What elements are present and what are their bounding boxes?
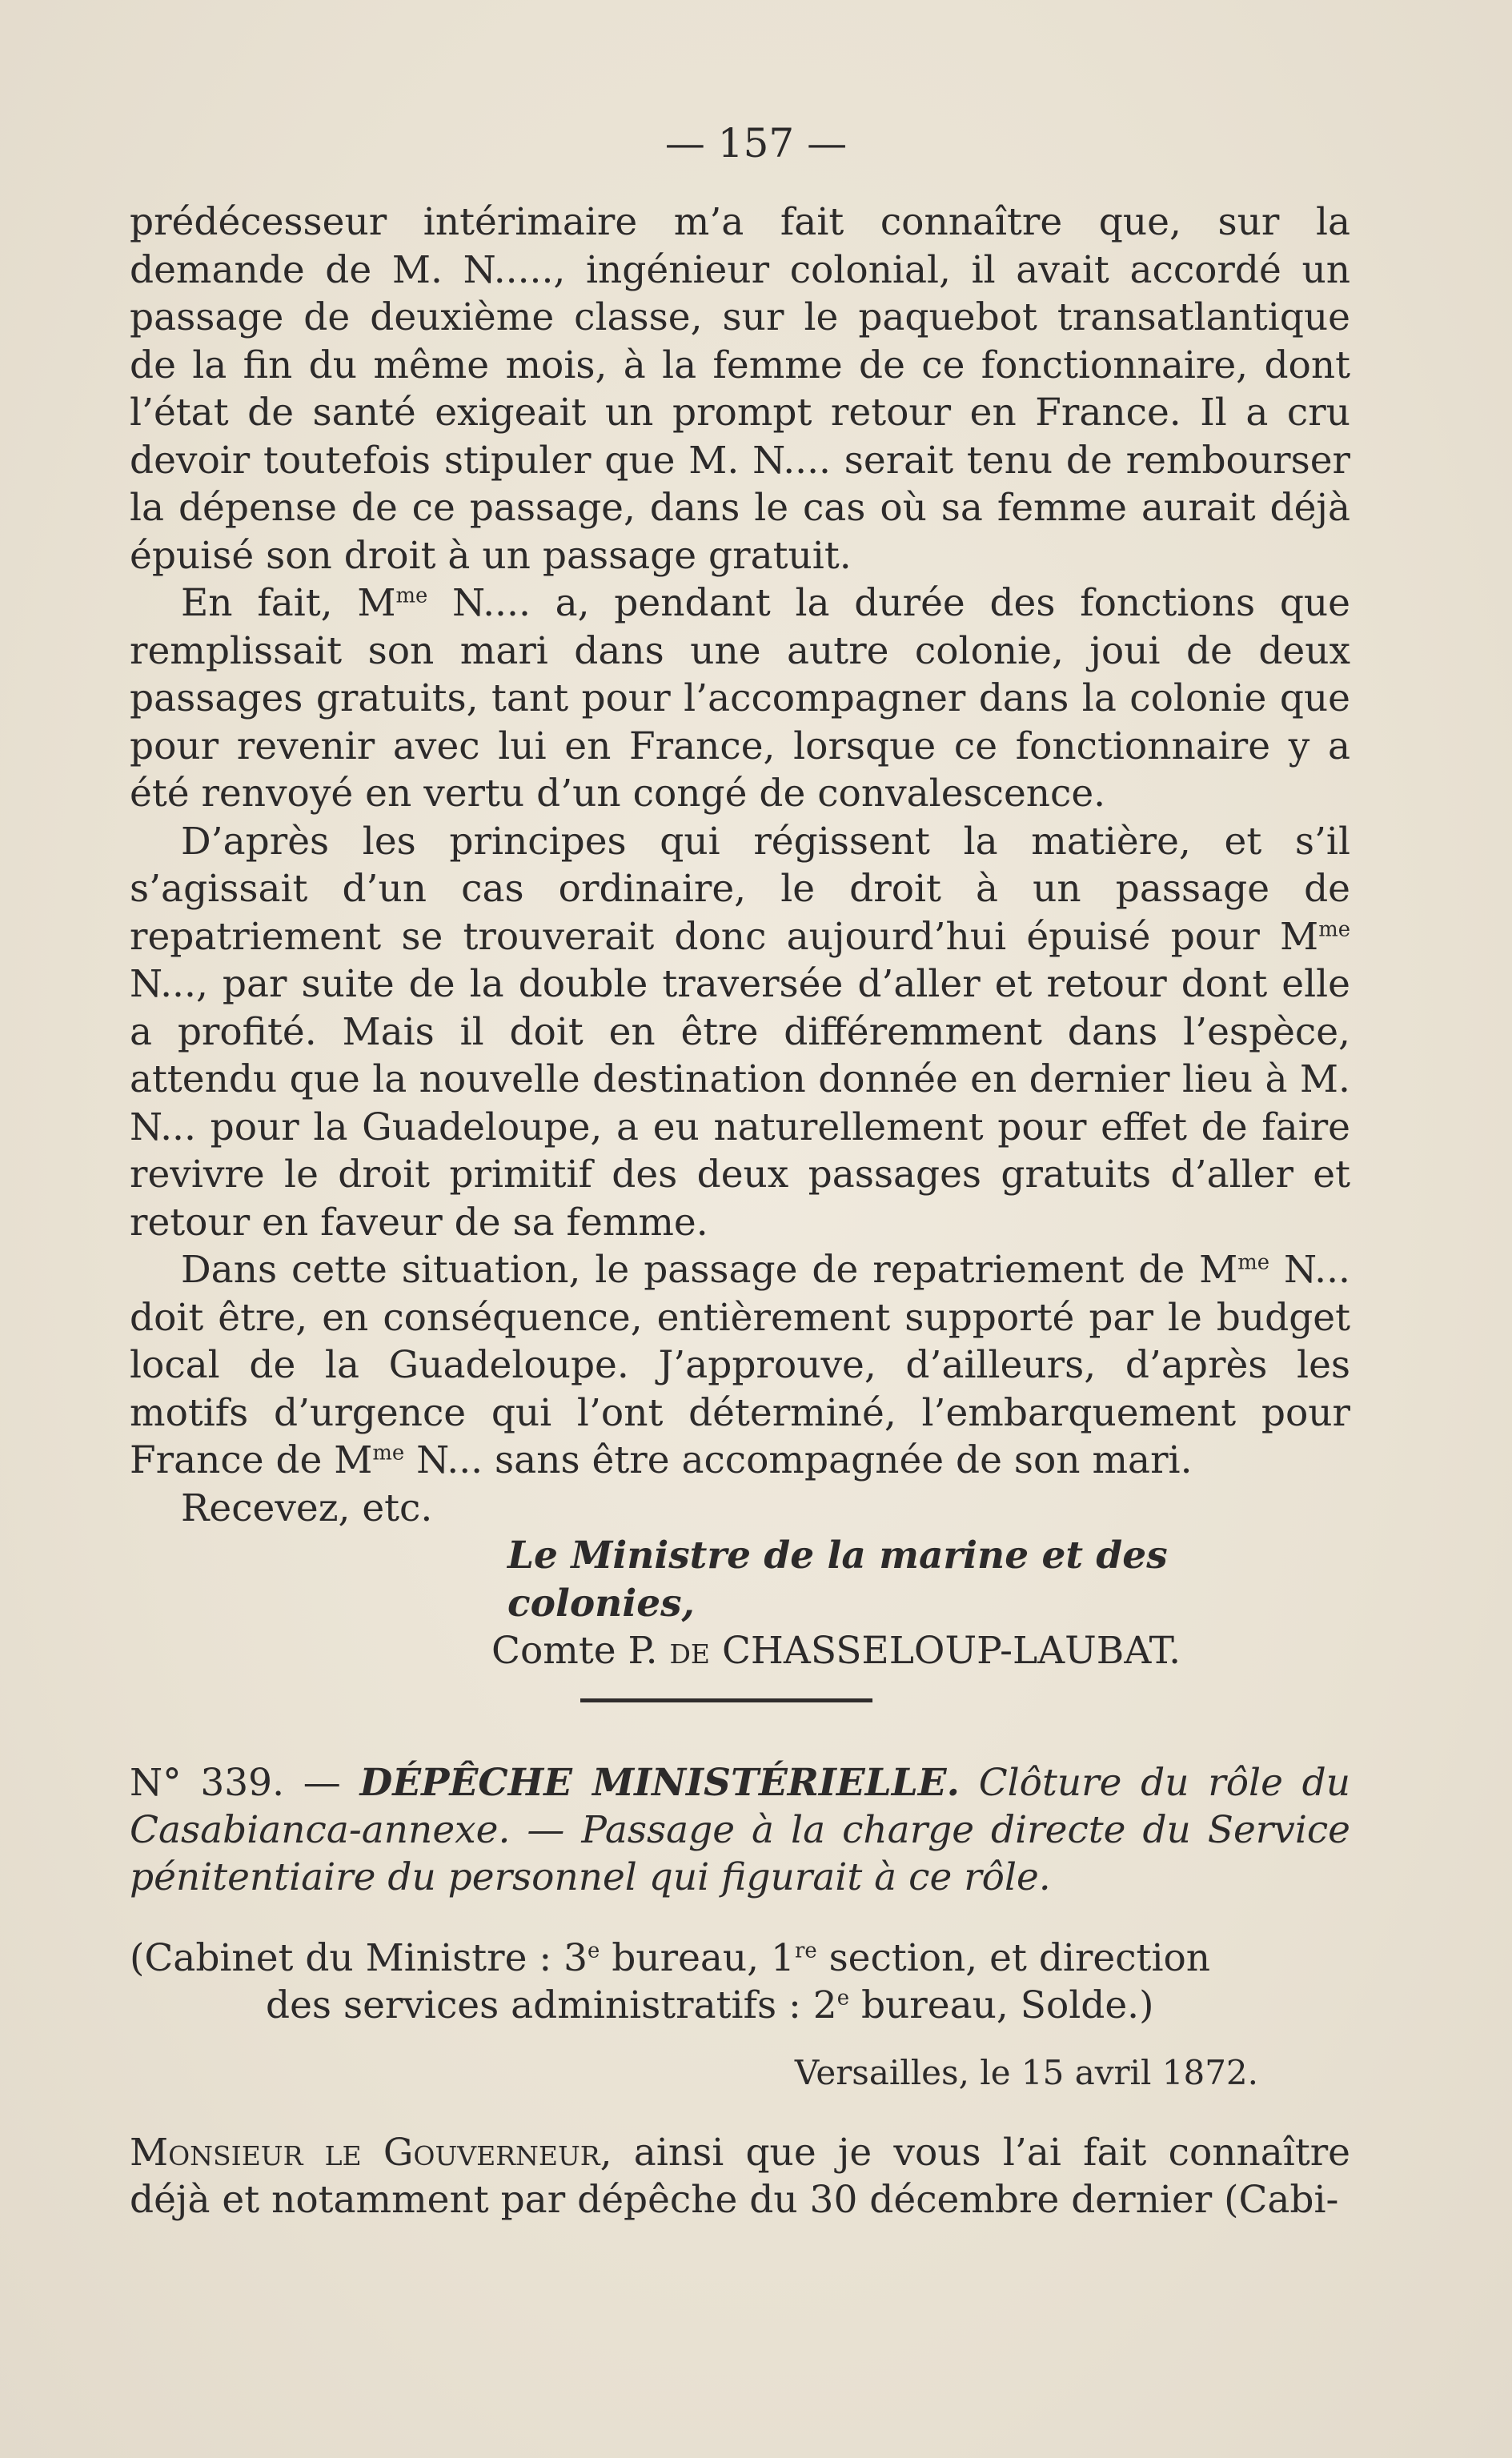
paragraph-4 bbox=[130, 1246, 1350, 1485]
cabinet-text-a: (Cabinet du Ministre : 3 bbox=[130, 1936, 588, 1980]
dispatch-subject-b: Passage à la charge directe du Service pénitentiaire du personnel qui figurait à ce rôle. bbox=[130, 1808, 1350, 1899]
paragraph-4-text-a: Dans cette situation, le passage de repatriement de M bbox=[181, 1248, 1238, 1292]
paragraph-3-text-a: D’après les principes qui régissent la matière, et s’il s’agissait d’un cas ordinaire, le droit à un passage de repatriement se trouverait donc aujourd’hui épuisé pour M bbox=[130, 819, 1350, 959]
superscript: re bbox=[794, 1939, 817, 1963]
signature-particle: de bbox=[669, 1629, 711, 1673]
closing-formula: Recevez, etc. bbox=[181, 1486, 433, 1530]
paragraph-1: prédécesseur intérimaire m’a fait connaître que, sur la demande de M. N....., ingénieur colonial, il avait accordé un passage de deuxième classe, sur le paquebot transatlantique de la fin du même mois, à la femme de ce fonctionnaire, dont l’état de santé exigeait un prompt retour en France. Il a cru devoir toutefois stipuler que M. N.... serait tenu de rembourser la dépense de ce passage, dans le cas où sa femme aurait déjà épuisé son droit à un passage gratuit. bbox=[130, 200, 1350, 578]
cabinet-line-2 bbox=[130, 1982, 1350, 2029]
page-number: — 157 — bbox=[664, 120, 848, 166]
signature-title: Le Ministre de la marine et des colonies, bbox=[507, 1534, 1168, 1626]
final-paragraph bbox=[130, 2129, 1350, 2223]
paragraph-3-text-b: N..., par suite de la double traversée d’aller et retour dont elle a profité. Mais il doit en être différemment dans l’espèce, attendu que la nouvelle destination donnée en dernier lieu à M. N... pour la Guadeloupe, a eu naturellement pour effet de faire revivre le droit primitif des deux passages gratuits d’aller et retour en faveur de sa femme. bbox=[130, 962, 1350, 1245]
dispatch-heading bbox=[130, 1759, 1350, 1901]
salutation: Monsieur le Gouverneur bbox=[130, 2131, 600, 2175]
paragraph-3 bbox=[130, 818, 1350, 1247]
cabinet-reference bbox=[130, 1935, 1350, 2029]
paragraph-2-text-a: En fait, M bbox=[181, 581, 396, 625]
superscript: e bbox=[836, 1986, 849, 2011]
superscript: me bbox=[1318, 916, 1350, 941]
dispatch-date: Versailles, le 15 avril 1872. bbox=[794, 2053, 1258, 2092]
cabinet-text-b: bureau, 1 bbox=[600, 1936, 795, 1980]
superscript: e bbox=[588, 1939, 600, 1963]
cabinet-text-e: bureau, Solde.) bbox=[849, 1983, 1154, 2027]
dispatch-number: N° 339. — bbox=[130, 1761, 360, 1805]
superscript: me bbox=[372, 1441, 405, 1466]
section-divider bbox=[580, 1698, 872, 1702]
dispatch-subject-a: Clôture du rôle du Casabianca-annexe. — bbox=[130, 1761, 1350, 1852]
dispatch-type: DÉPÊCHE MINISTÉRIELLE. bbox=[359, 1761, 960, 1805]
signature-name-a: Comte P. bbox=[491, 1629, 670, 1673]
paragraph-2 bbox=[130, 579, 1350, 818]
signature-name-b: CHASSELOUP-LAUBAT. bbox=[710, 1629, 1181, 1673]
letter-body bbox=[130, 198, 1350, 1675]
signature-name bbox=[130, 1627, 1350, 1675]
paragraph-4-text-c: N... sans être accompagnée de son mari. bbox=[404, 1438, 1193, 1482]
cabinet-line-1 bbox=[130, 1935, 1350, 1982]
paragraph-2-text-b: N.... a, pendant la durée des fonctions que remplissait son mari dans une autre colonie, joui de deux passages gratuits, tant pour l’accompagner dans la colonie que pour revenir avec lui en France, lorsque ce fonctionnaire y a été renvoyé en vertu d’un congé de convalescence. bbox=[130, 581, 1350, 816]
paragraph-4-text-b: N... doit être, en conséquence, entièrement supporté par le budget local de la Guadeloupe. J’approuve, d’ailleurs, d’après les motifs d’urgence qui l’ont déterminé, l’embarquement pour France de M bbox=[130, 1248, 1350, 1482]
superscript: me bbox=[1237, 1250, 1270, 1275]
cabinet-text-d: des services administratifs : 2 bbox=[266, 1983, 837, 2027]
cabinet-text-c: section, et direction bbox=[816, 1936, 1211, 1980]
superscript: me bbox=[395, 583, 428, 608]
final-text: , ainsi que je vous l’ai fait connaître déjà et notamment par dépêche du 30 décembre dernier (Cabi- bbox=[130, 2131, 1350, 2222]
